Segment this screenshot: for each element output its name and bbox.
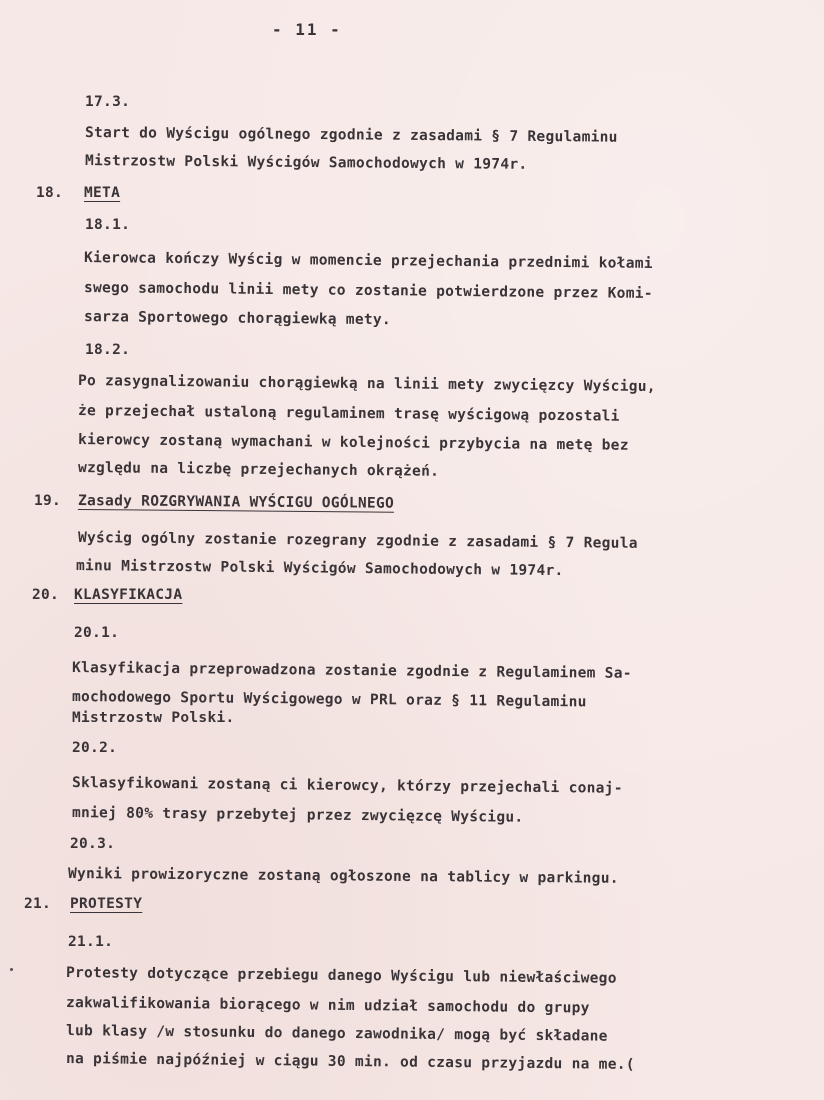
text-line: Start do Wyścigu ogólnego zgodnie z zasadami § 7 Regulaminu xyxy=(84,125,618,146)
paragraph-number-20-1: 20.1. xyxy=(74,625,120,641)
paragraph-number-18-2: 18.2. xyxy=(85,342,131,358)
text-line: Kierowca kończy Wyścig w momencie przejechania przednimi kołami xyxy=(83,250,653,272)
paragraph-number-17-3: 17.3. xyxy=(85,94,131,110)
text-line: Sklasyfikowani zostaną ci kierowcy, którzy przejechali conaj- xyxy=(71,775,623,797)
text-line: Mistrzostw Polski Wyścigów Samochodowych w 1974r. xyxy=(84,153,528,173)
text-line: względu na liczbę przejechanych okrążeń. xyxy=(77,460,440,480)
section-number-18: 18. xyxy=(36,185,64,201)
text-line: że przejechał ustaloną regulaminem trasę wyścigową pozostali xyxy=(77,403,620,425)
text-line: na piśmie najpóźniej w ciągu 30 min. od czasu przyjazdu na me.( xyxy=(65,1051,635,1073)
text-line: minu Mistrzostw Polski Wyścigów Samochodowych w 1974r. xyxy=(75,558,564,580)
text-line: swego samochodu linii mety co zostanie potwierdzone przez Komi- xyxy=(83,280,653,302)
section-heading-rules: Zasady ROZGRYWANIA WYŚCIGU OGÓLNEGO xyxy=(77,493,395,512)
text-line: Mistrzostw Polski. xyxy=(72,710,235,726)
section-heading-protests: PROTESTY xyxy=(70,896,143,912)
text-line: Protesty dotyczące przebiegu danego Wyścigu lub niewłaściwego xyxy=(65,965,617,987)
section-number-20: 20. xyxy=(32,587,60,603)
paragraph-number-21-1: 21.1. xyxy=(68,934,114,950)
text-line: mochodowego Sportu Wyścigowego w PRL oraz § 11 Regulaminu xyxy=(71,689,587,711)
text-line: Wyniki prowizoryczne zostaną ogłoszone na tablicy w parkingu. xyxy=(67,866,619,887)
paragraph-number-20-3: 20.3. xyxy=(70,836,116,852)
paragraph-number-20-2: 20.2. xyxy=(72,740,118,756)
text-line: sarza Sportowego chorągiewką mety. xyxy=(83,309,392,329)
paragraph-number-18-1: 18.1. xyxy=(85,217,131,233)
section-heading-meta: META xyxy=(84,185,121,201)
text-line: lub klasy /w stosunku do danego zawodnika/ mogą być składane xyxy=(65,1023,608,1045)
section-number-21: 21. xyxy=(24,896,52,912)
section-heading-classification: KLASYFIKACJA xyxy=(74,587,183,603)
text-line: Wyścig ogólny zostanie rozegrany zgodnie z zasadami § 7 Regula xyxy=(77,530,638,552)
text-line: Po zasygnalizowaniu chorągiewką na linii mety zwycięzcy Wyścigu, xyxy=(77,373,656,396)
text-line: zakwalifikowania biorącego w nim udział samochodu do grupy xyxy=(65,995,590,1017)
text-line: mniej 80% trasy przebytej przez zwycięzcę Wyścigu. xyxy=(71,805,524,826)
text-line: Klasyfikacja przeprowadzona zostanie zgodnie z Regulaminem Sa- xyxy=(71,660,632,682)
section-number-19: 19. xyxy=(34,493,62,509)
page-number: - 11 - xyxy=(272,20,342,39)
text-line: kierowcy zostaną wymachani w kolejności przybycia na metę bez xyxy=(77,432,629,454)
stray-mark xyxy=(10,968,13,971)
